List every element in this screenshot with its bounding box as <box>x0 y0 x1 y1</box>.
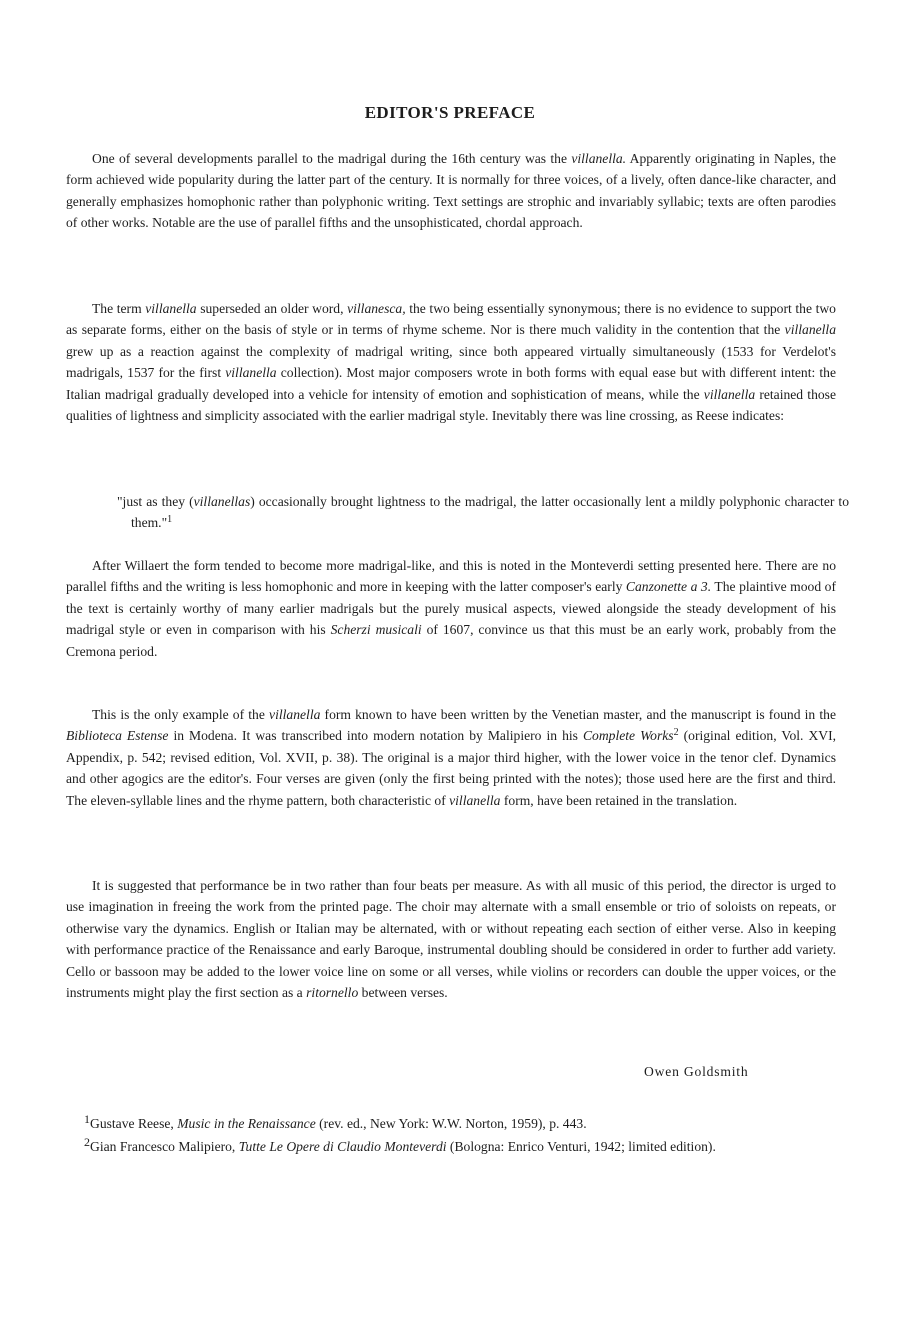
text: It is suggested that performance be in two rather than four beats per measure. As with all music of this period, the director is urged to use imagination in freeing the work from the printed page. The choir may alternate with a small ensemble or trio of soloists on repeats, or otherwise vary the dynamics. English or Italian may be alternated, with or without repeating each section of either verse. Also in keeping with performance practice of the Renaissance and early Baroque, instrumental doubling should be considered in order to further add variety. Cello or bassoon may be added to the lower voice line on some or all verses, while violins or recorders can double the upper voices, or the instruments might play the first section as a <box>66 878 836 1001</box>
text: The plaintive mood of the text is certainly worthy of many earlier madrigals but the purely musical aspects, viewed alongside the steady development of his madrigal style or even in comparison with his <box>66 579 836 638</box>
italic-term: ritornello <box>306 985 359 1001</box>
italic-title: Music in the Renaissance <box>177 1116 316 1131</box>
italic-term: Scherzi musicali <box>330 622 422 638</box>
text: "just as they ( <box>117 494 194 509</box>
paragraph-4 <box>66 704 836 811</box>
footnote-1 <box>84 1114 836 1133</box>
text: of 1607, convince us that this must be an early work, probably from the Cremona period. <box>66 622 836 659</box>
text: grew up as a reaction against the complexity of madrigal writing, since both appeared virtually simultaneously (1533 for Verdelot's madrigals, 1537 for the first <box>66 343 836 381</box>
text: (original edition, Vol. XVI, Appendix, p. 542; revised edition, Vol. XVII, p. 38). The original is a major third higher, with the lower voice in the tenor clef. Dynamics and other agogics are the editor's. Four verses are given (only the first being printed with the notes); those used here are the first and third. The eleven-syllable lines and the rhyme pattern, both characteristic of <box>66 728 837 808</box>
text: superseded an older word, <box>196 301 348 316</box>
italic-term: Complete Works <box>582 728 674 744</box>
footnote-ref-1: 1 <box>167 514 173 526</box>
italic-term: villanellas <box>193 494 251 509</box>
footnote-number: 1 <box>84 1112 90 1126</box>
footnote-number: 2 <box>84 1135 90 1149</box>
text: This is the only example of the <box>92 707 270 722</box>
author-signature: Owen Goldsmith <box>644 1064 749 1079</box>
text: the two being essentially synonymous; there is no evidence to support the two as separate forms, either on the basis of style or in terms of rhyme scheme. Nor is there much validity in the contention that the <box>66 301 836 338</box>
text: The term <box>92 301 146 316</box>
italic-term: villanella <box>145 301 197 316</box>
text: (rev. ed., New York: W.W. Norton, 1959), p. 443. <box>315 1116 587 1131</box>
italic-term: villanesca, <box>347 301 406 316</box>
text: Gian Francesco Malipiero, <box>90 1139 239 1154</box>
italic-term: villanella. <box>571 151 627 166</box>
paragraph-3 <box>66 555 836 662</box>
italic-term: villanella <box>269 707 321 722</box>
text: (Bologna: Enrico Venturi, 1942; limited edition). <box>446 1139 716 1154</box>
paragraph-5 <box>66 875 836 1003</box>
page-title: EDITOR'S PREFACE <box>364 103 536 122</box>
text: form known to have been written by the Venetian master, and the manuscript is found in the <box>320 707 836 722</box>
text: Apparently originating in Naples, the form achieved wide popularity during the latter part of the century. It is normally for three voices, of a lively, often dance-like character, and generally emphasizes homophonic rather than polyphonic writing. Text settings are strophic and invariably syllabic; texts are often parodies of other works. Notable are the use of parallel fifths and the unsophisticated, chordal approach. <box>66 151 837 231</box>
text: Gustave Reese, <box>90 1116 178 1131</box>
footnote-ref-2: 2 <box>673 727 679 739</box>
text: One of several developments parallel to the madrigal during the 16th century was the <box>92 151 572 166</box>
italic-term: Canzonette a 3. <box>625 579 712 595</box>
paragraph-2 <box>66 298 836 426</box>
italic-term: villanella <box>449 792 501 808</box>
italic-term: Biblioteca Estense <box>66 728 169 744</box>
italic-term: villanella <box>703 386 756 402</box>
paragraph-1 <box>66 148 836 234</box>
block-quote <box>117 491 849 534</box>
italic-term: villanella <box>784 322 836 338</box>
text: retained those qualities of lightness and simplicity associated with the earlier madrigal style. Inevitably there was line crossing, as Reese indicates: <box>66 386 836 424</box>
text: form, have been retained in the translation. <box>500 792 738 808</box>
text: ) occasionally brought lightness to the madrigal, the latter occasionally lent a mildly polyphonic character to them." <box>131 494 850 531</box>
text: collection). Most major composers wrote in both forms with equal ease but with different intent: the Italian madrigal gradually developed into a vehicle for intensity of emotion and sophistication of means, while the <box>66 365 836 402</box>
text: After Willaert the form tended to become more madrigal-like, and this is noted in the Monteverdi setting presented here. There are no parallel fifths and the writing is less homophonic and more in keeping with the latter composer's early <box>66 558 836 595</box>
footnote-2 <box>84 1137 836 1156</box>
text: between verses. <box>358 985 448 1001</box>
italic-term: villanella <box>225 365 277 381</box>
italic-title: Tutte Le Opere di Claudio Monteverdi <box>238 1139 447 1154</box>
text: in Modena. It was transcribed into modern notation by Malipiero in his <box>168 728 583 744</box>
